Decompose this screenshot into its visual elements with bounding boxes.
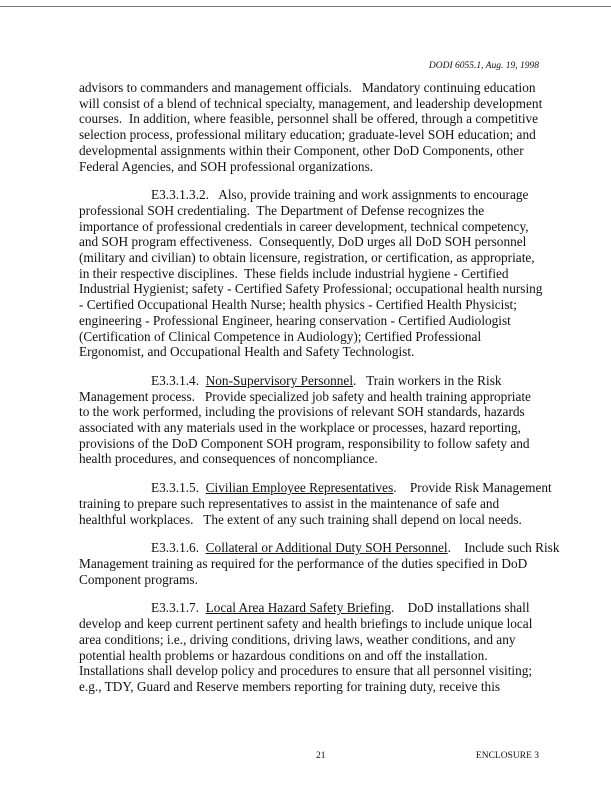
- paragraph: [79, 600, 559, 694]
- text-line: Management process. Provide specialized job safety and health training appropriate: [79, 388, 531, 404]
- text-line: health procedures, and consequences of noncompliance.: [79, 451, 378, 467]
- text-line: e.g., TDY, Guard and Reserve members reporting for training duty, receive this: [79, 678, 501, 694]
- paragraph-lead-text: . Train workers in the Risk: [353, 372, 502, 388]
- text-line: will consist of a blend of technical specialty, management, and leadership development: [79, 95, 543, 111]
- paragraph-lead-text: . DoD installations shall: [391, 600, 530, 616]
- page-number: 21: [316, 751, 326, 761]
- text-line: Industrial Hygienist; safety - Certified Safety Professional; occupational health nursing: [79, 281, 543, 297]
- text-line: Component programs.: [79, 571, 198, 587]
- text-line: to the work performed, including the provisions of relevant SOH standards, hazards: [79, 404, 525, 420]
- paragraph-first-line: [79, 187, 559, 203]
- text-line: training to prepare such representatives to assist in the maintenance of safe and: [79, 495, 500, 511]
- text-line: provisions of the DoD Component SOH program, responsibility to follow safety and: [79, 435, 530, 451]
- document-body: [79, 80, 559, 708]
- text-line: developmental assignments within their Component, other DoD Components, other: [79, 142, 524, 158]
- paragraph: [79, 540, 559, 587]
- paragraph-lead-text: . Include such Risk: [447, 540, 560, 556]
- text-line: importance of professional credentials in career development, technical competency,: [79, 218, 529, 234]
- text-line: - Certified Occupational Health Nurse; health physics - Certified Health Physicist;: [79, 297, 517, 313]
- paragraph-heading: Civilian Employee Representatives: [205, 480, 394, 496]
- enclosure-label: ENCLOSURE 3: [475, 751, 539, 761]
- text-line: professional SOH credentialing. The Department of Defense recognizes the: [79, 202, 485, 218]
- paragraph: [79, 80, 559, 174]
- paragraph: [79, 187, 559, 360]
- paragraph-first-line: [79, 600, 559, 616]
- paragraph: [79, 480, 559, 527]
- text-line: area conditions; i.e., driving conditions, driving laws, weather conditions, and any: [79, 631, 516, 647]
- text-line: Installations shall develop policy and procedures to ensure that all personnel visiting;: [79, 663, 533, 679]
- text-line: associated with any materials used in the workplace or processes, hazard reporting,: [79, 420, 521, 436]
- text-line: potential health problems or hazardous conditions on and off the installation.: [79, 647, 488, 663]
- paragraph-number: E3.3.1.7.: [151, 600, 200, 616]
- paragraph-first-line: [79, 373, 559, 389]
- paragraph: [79, 373, 559, 467]
- scan-border-line: [0, 6, 611, 7]
- text-line: in their respective disciplines. These fields include industrial hygiene - Certified: [79, 265, 509, 281]
- paragraph-first-line: [79, 540, 559, 556]
- paragraph-first-line: [79, 480, 559, 496]
- text-line: healthful workplaces. The extent of any such training shall depend on local needs.: [79, 511, 522, 527]
- paragraph-number: E3.3.1.5.: [151, 480, 200, 496]
- text-line: Ergonomist, and Occupational Health and Safety Technologist.: [79, 344, 415, 360]
- document-reference: DODI 6055.1, Aug. 19, 1998: [428, 61, 539, 71]
- paragraph-lead-text: Also, provide training and work assignments to encourage: [218, 187, 529, 203]
- text-line: courses. In addition, where feasible, personnel shall be offered, through a competitive: [79, 111, 539, 127]
- text-line: develop and keep current pertinent safety and health briefings to include unique local: [79, 616, 533, 632]
- paragraph-number: E3.3.1.4.: [151, 372, 200, 388]
- paragraph-lead-text: . Provide Risk Management: [393, 480, 552, 496]
- paragraph-heading: Local Area Hazard Safety Briefing: [205, 600, 392, 616]
- text-line: engineering - Professional Engineer, hearing conservation - Certified Audiologist: [79, 312, 511, 328]
- text-line: (military and civilian) to obtain licensure, registration, or certification, as appropriate,: [79, 250, 535, 266]
- text-line: Federal Agencies, and SOH professional organizations.: [79, 158, 374, 174]
- text-line: and SOH program effectiveness. Consequently, DoD urges all DoD SOH personnel: [79, 234, 527, 250]
- text-line: Management training as required for the performance of the duties specified in DoD: [79, 555, 528, 571]
- paragraph-number: E3.3.1.6.: [151, 540, 200, 556]
- text-line: (Certification of Clinical Competence in Audiology); Certified Professional: [79, 328, 482, 344]
- paragraph-heading: Non-Supervisory Personnel: [205, 372, 354, 388]
- paragraph-number: E3.3.1.3.2.: [151, 187, 209, 203]
- text-line: selection process, professional military education; graduate-level SOH education; and: [79, 127, 536, 143]
- paragraph-heading: Collateral or Additional Duty SOH Personnel: [205, 540, 448, 556]
- text-line: advisors to commanders and management officials. Mandatory continuing education: [79, 80, 536, 95]
